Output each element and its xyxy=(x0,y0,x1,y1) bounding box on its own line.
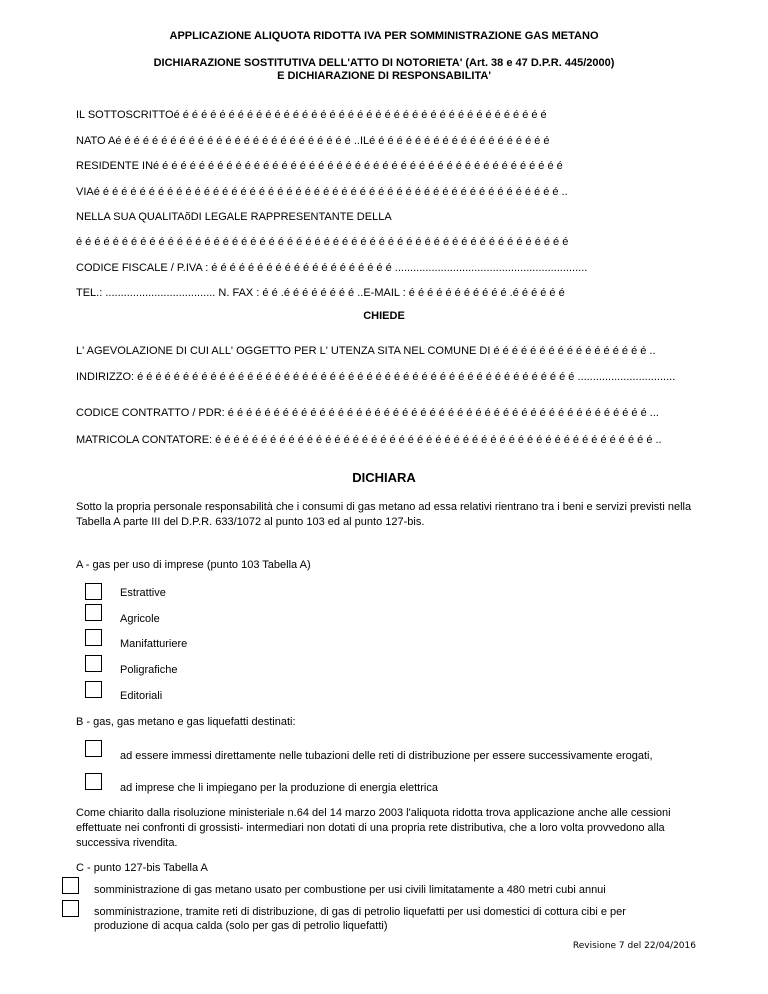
document-subtitle-line1: DICHIARAZIONE SOSTITUTIVA DELL'ATTO DI NOTORIETA' (Art. 38 e 47 D.P.R. 445/2000) xyxy=(153,57,615,69)
poligrafiche-label: Poligrafiche xyxy=(120,664,178,676)
agricole-label: Agricole xyxy=(120,613,160,625)
section-c-title: C - punto 127-bis Tabella A xyxy=(76,862,208,874)
energia-elettrica-label: ad imprese che li impiegano per la produzione di energia elettrica xyxy=(120,782,438,794)
document-title: APPLICAZIONE ALIQUOTA RIDOTTA IVA PER SOMMINISTRAZIONE GAS METANO xyxy=(169,30,599,42)
manifatturiere-label: Manifatturiere xyxy=(120,638,188,650)
editoriali-label: Editoriali xyxy=(120,690,163,702)
qualita-label: NELLA SUA QUALITAõDI LEGALE RAPPRESENTANTE DELLA xyxy=(76,211,392,223)
matricola-field[interactable]: MATRICOLA CONTATORE: é é é é é é é é é é é é é é é é é é é é é é é é é é é é é é é é é é é é é é é é é é é é é é é é .. xyxy=(76,434,662,446)
reti-distribuzione-label: ad essere immessi direttamente nelle tubazioni delle reti di distribuzione per essere successivamente erogati, xyxy=(120,750,653,762)
codice-contratto-field[interactable]: CODICE CONTRATTO / PDR: é é é é é é é é é é é é é é é é é é é é é é é é é é é é é é é é é é é é é é é é é é é é é é ... xyxy=(76,407,659,419)
gpl-label-line2: produzione di acqua calda (solo per gas di petrolio liquefatti) xyxy=(94,920,388,932)
document-subtitle-line2: E DICHIARAZIONE DI RESPONSABILITA' xyxy=(277,70,491,82)
dichiara-heading: DICHIARA xyxy=(352,470,416,485)
indirizzo-field[interactable]: INDIRIZZO: é é é é é é é é é é é é é é é é é é é é é é é é é é é é é é é é é é é é é é é é é é é é é é é é ................................ xyxy=(76,371,676,383)
section-b-title: B - gas, gas metano e gas liquefatti destinati: xyxy=(76,716,296,728)
metano-civile-checkbox[interactable] xyxy=(62,877,79,894)
chiede-heading: CHIEDE xyxy=(363,310,405,322)
manifatturiere-checkbox[interactable] xyxy=(85,629,102,646)
editoriali-checkbox[interactable] xyxy=(85,681,102,698)
metano-civile-label: somministrazione di gas metano usato per combustione per usi civili limitatamente a 480 metri cubi annui xyxy=(94,884,606,896)
agricole-checkbox[interactable] xyxy=(85,604,102,621)
reti-distribuzione-checkbox[interactable] xyxy=(85,740,102,757)
residente-field[interactable]: RESIDENTE INé é é é é é é é é é é é é é é é é é é é é é é é é é é é é é é é é é é é é é é é é é é é é xyxy=(76,160,563,172)
estrattive-checkbox[interactable] xyxy=(85,583,102,600)
via-field[interactable]: VIAé é é é é é é é é é é é é é é é é é é é é é é é é é é é é é é é é é é é é é é é é é é é é é é é é é é .. xyxy=(76,186,568,198)
energia-elettrica-checkbox[interactable] xyxy=(85,773,102,790)
ditta-field[interactable]: é é é é é é é é é é é é é é é é é é é é é é é é é é é é é é é é é é é é é é é é é é é é é é é é é é é é é é xyxy=(76,236,569,248)
sottoscritto-field[interactable]: IL SOTTOSCRITTOé é é é é é é é é é é é é é é é é é é é é é é é é é é é é é é é é é é é é é é é é xyxy=(76,109,547,121)
poligrafiche-checkbox[interactable] xyxy=(85,655,102,672)
contact-field[interactable]: TEL.: .................................... N. FAX : é é .é é é é é é é é ..E-MAIL : é é é é é é é é é é é .é é é é é é xyxy=(76,287,565,299)
agevolazione-field[interactable]: L' AGEVOLAZIONE DI CUI ALL' OGGETTO PER L' UTENZA SITA NEL COMUNE DI é é é é é é é é é é é é é é é é é .. xyxy=(76,345,656,357)
gpl-checkbox[interactable] xyxy=(62,900,79,917)
estrattive-label: Estrattive xyxy=(120,587,166,599)
revision-footer: Revisione 7 del 22/04/2016 xyxy=(572,941,696,951)
nato-field[interactable]: NATO Aé é é é é é é é é é é é é é é é é é é é é é é é é é ..ILé é é é é é é é é é é é é é é é é é é é xyxy=(76,135,550,147)
dichiara-intro: Sotto la propria personale responsabilità che i consumi di gas metano ad essa relativi rientrano tra i beni e servizi previsti nella Tabella A parte III del D.P.R. 633/1072 al punto 103 ed al punto 127-bis. xyxy=(76,501,692,528)
codice-fiscale-field[interactable]: CODICE FISCALE / P.IVA : é é é é é é é é é é é é é é é é é é é é ............................................................... xyxy=(76,262,588,274)
section-a-title: A - gas per uso di imprese (punto 103 Tabella A) xyxy=(76,559,311,571)
section-b-note: Come chiarito dalla risoluzione ministeriale n.64 del 14 marzo 2003 l'aliquota ridotta trova applicazione anche alle cessioni effettuate nei confronti di grossisti- intermediari non dotati di una propria rete distributiva, che a loro volta provvedono alla successiva rivendita. xyxy=(76,807,671,849)
gpl-label-line1: somministrazione, tramite reti di distribuzione, di gas di petrolio liquefatti per usi domestici di cottura cibi e per xyxy=(94,906,626,918)
